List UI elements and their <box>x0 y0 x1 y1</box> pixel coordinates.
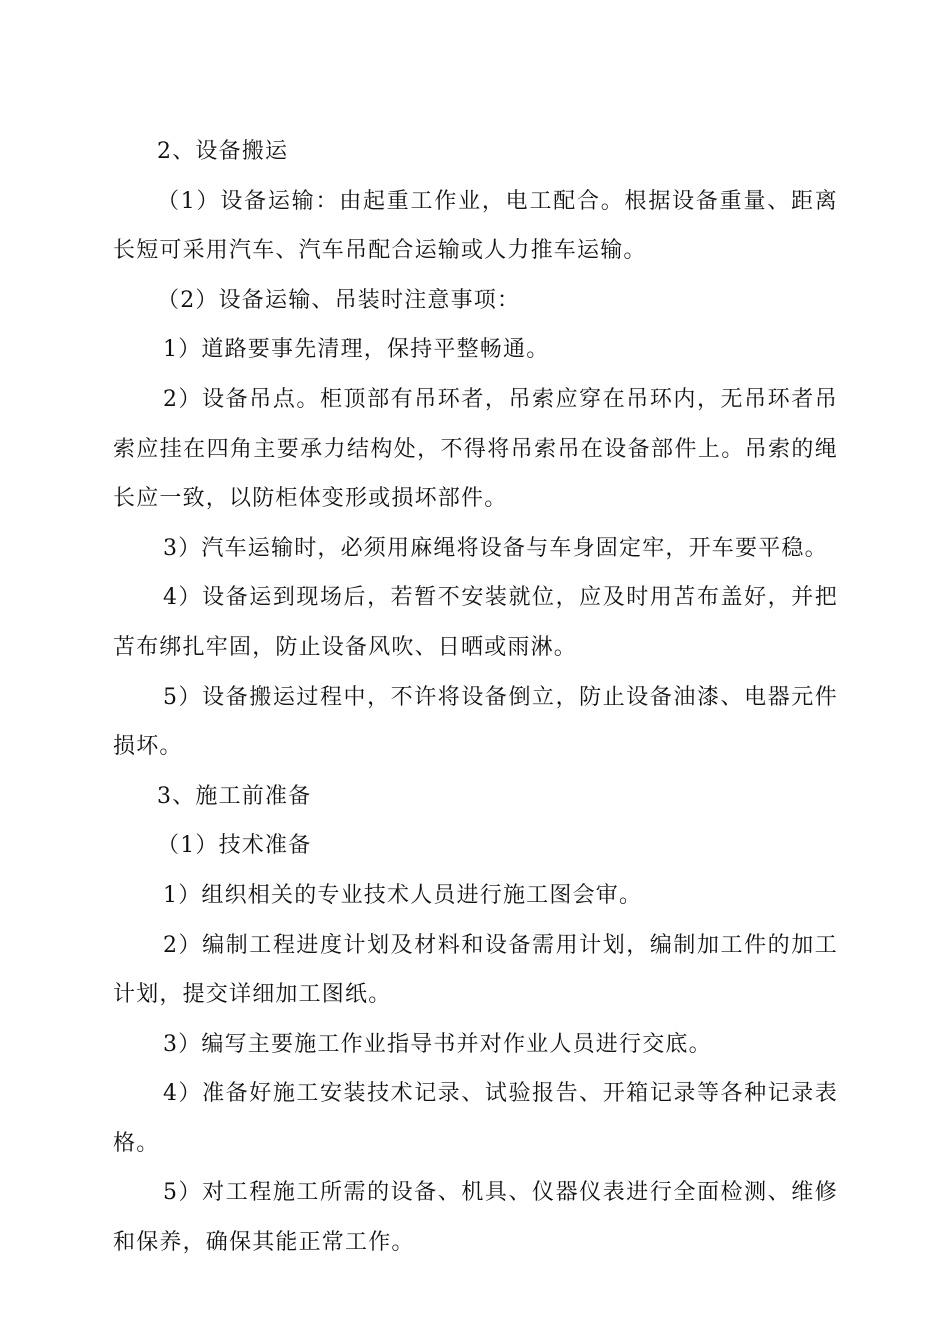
list-item: 1）道路要事先清理，保持平整畅通。 <box>163 337 550 363</box>
subsection-heading: （2）设备运输、吊装时注意事项： <box>157 287 521 313</box>
list-item: 4）准备好施工安装技术记录、试验报告、开箱记录等各种记录表格。 <box>113 1081 838 1156</box>
paragraph: （1）设备运输：由起重工作业，电工配合。根据设备重量、距离长短可采用汽车、汽车吊配合运输或人力推车运输。 <box>113 188 838 264</box>
list-item: 5）设备搬运过程中，不许将设备倒立，防止设备油漆、电器元件损坏。 <box>113 684 838 760</box>
subsection-heading: （1）技术准备 <box>157 833 312 859</box>
section-heading: 3、施工前准备 <box>157 783 312 809</box>
list-item: 3）编写主要施工作业指导书并对作业人员进行交底。 <box>163 1031 712 1057</box>
section-heading: 2、设备搬运 <box>157 139 289 164</box>
list-item: 1）组织相关的专业技术人员进行施工图会审。 <box>163 882 643 908</box>
document-body <box>113 127 838 1268</box>
list-item: 5）对工程施工所需的设备、机具、仪器仪表进行全面检测、维修和保养，确保其能正常工作。 <box>113 1180 838 1256</box>
list-item: 2）设备吊点。柜顶部有吊环者，吊索应穿在吊环内，无吊环者吊索应挂在四角主要承力结构处，不得将吊索吊在设备部件上。吊索的绳长应一致，以防柜体变形或损坏部件。 <box>113 386 838 512</box>
list-item: 2）编制工程进度计划及材料和设备需用计划，编制加工件的加工计划，提交详细加工图纸。 <box>113 932 838 1008</box>
list-item: 3）汽车运输时，必须用麻绳将设备与车身固定牢，开车要平稳。 <box>163 535 828 561</box>
list-item: 4）设备运到现场后，若暂不安装就位，应及时用苫布盖好，并把苫布绑扎牢固，防止设备风吹、日晒或雨淋。 <box>113 585 838 660</box>
